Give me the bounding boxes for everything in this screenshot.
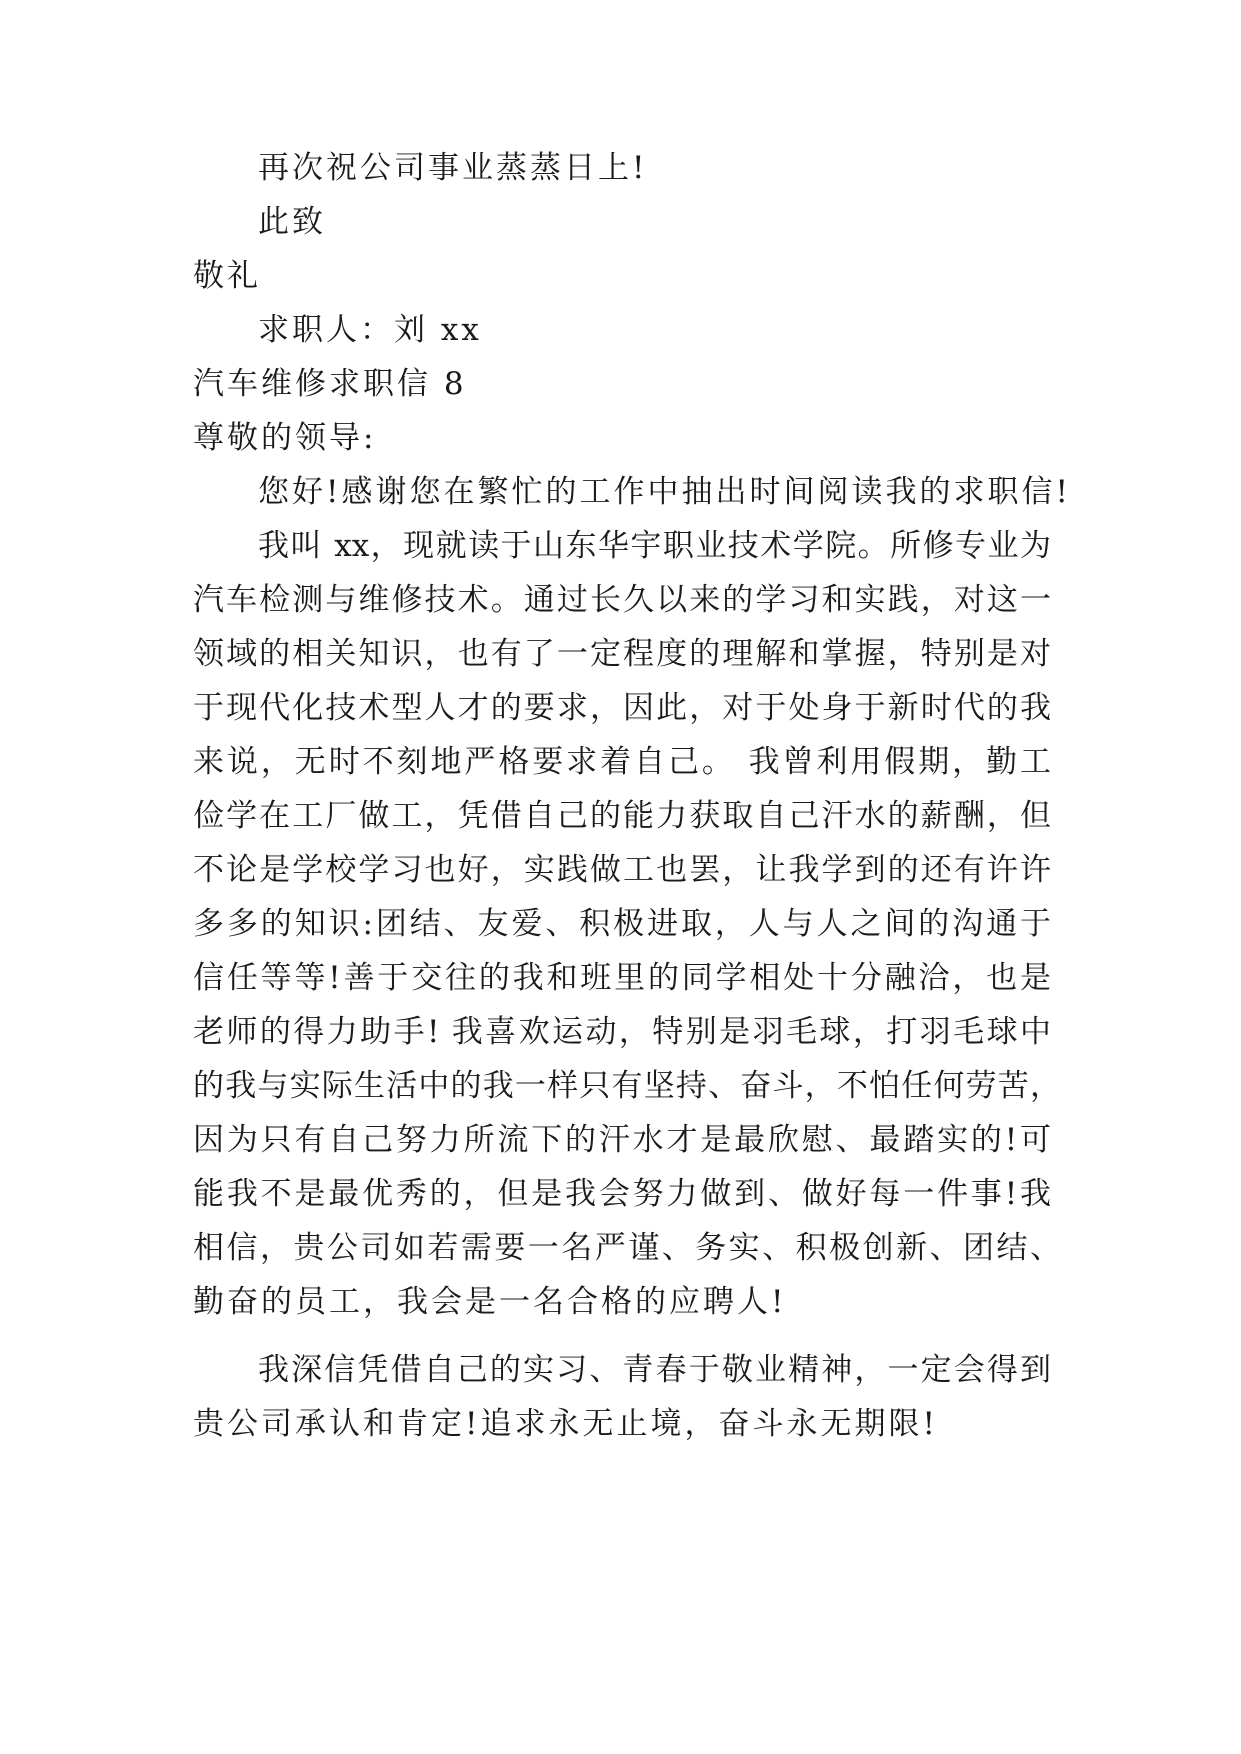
- paragraph-line: 信任等等!善于交往的我和班里的同学相处十分融洽，也是: [193, 960, 1051, 996]
- paragraph-line: 于现代化技术型人才的要求，因此，对于处身于新时代的我: [193, 690, 1051, 726]
- paragraph-line: 来说，无时不刻地严格要求着自己。 我曾利用假期，勤工: [193, 744, 1051, 780]
- paragraph-line: 多多的知识:团结、友爱、积极进取，人与人之间的沟通于: [193, 906, 1051, 942]
- closing-salute-2: 敬礼: [193, 258, 261, 294]
- paragraph-line: 老师的得力助手! 我喜欢运动，特别是羽毛球，打羽毛球中: [193, 1014, 1051, 1050]
- paragraph-line: 相信，贵公司如若需要一名严谨、务实、积极创新、团结、: [193, 1230, 1061, 1266]
- paragraph-line: 我叫 xx，现就读于山东华宇职业技术学院。所修专业为: [258, 528, 1051, 564]
- paragraph-line: 不论是学校学习也好，实践做工也罢，让我学到的还有许许: [193, 852, 1051, 888]
- signature: 求职人：刘 xx: [258, 312, 482, 348]
- paragraph-line: 因为只有自己努力所流下的汗水才是最欣慰、最踏实的!可: [193, 1122, 1051, 1158]
- closing-salute-1: 此致: [258, 204, 326, 240]
- paragraph-line: 勤奋的员工，我会是一名合格的应聘人!: [193, 1284, 787, 1320]
- paragraph-line: 的我与实际生活中的我一样只有坚持、奋斗，不怕任何劳苦，: [193, 1068, 1061, 1104]
- paragraph-line: 能我不是最优秀的，但是我会努力做到、做好每一件事!我: [193, 1176, 1051, 1212]
- paragraph-line: 俭学在工厂做工，凭借自己的能力获取自己汗水的薪酬，但: [193, 798, 1051, 834]
- opening-line: 您好!感谢您在繁忙的工作中抽出时间阅读我的求职信!: [258, 474, 1071, 510]
- greeting: 尊敬的领导:: [193, 420, 377, 456]
- paragraph-line: 贵公司承认和肯定!追求永无止境，奋斗永无期限!: [193, 1406, 938, 1442]
- letter-title: 汽车维修求职信 8: [193, 366, 467, 402]
- closing-wish: 再次祝公司事业蒸蒸日上!: [258, 150, 648, 186]
- paragraph-line: 领域的相关知识，也有了一定程度的理解和掌握，特别是对: [193, 636, 1051, 672]
- paragraph-line: 汽车检测与维修技术。通过长久以来的学习和实践，对这一: [193, 582, 1051, 618]
- paragraph-line: 我深信凭借自己的实习、青春于敬业精神，一定会得到: [258, 1352, 1051, 1388]
